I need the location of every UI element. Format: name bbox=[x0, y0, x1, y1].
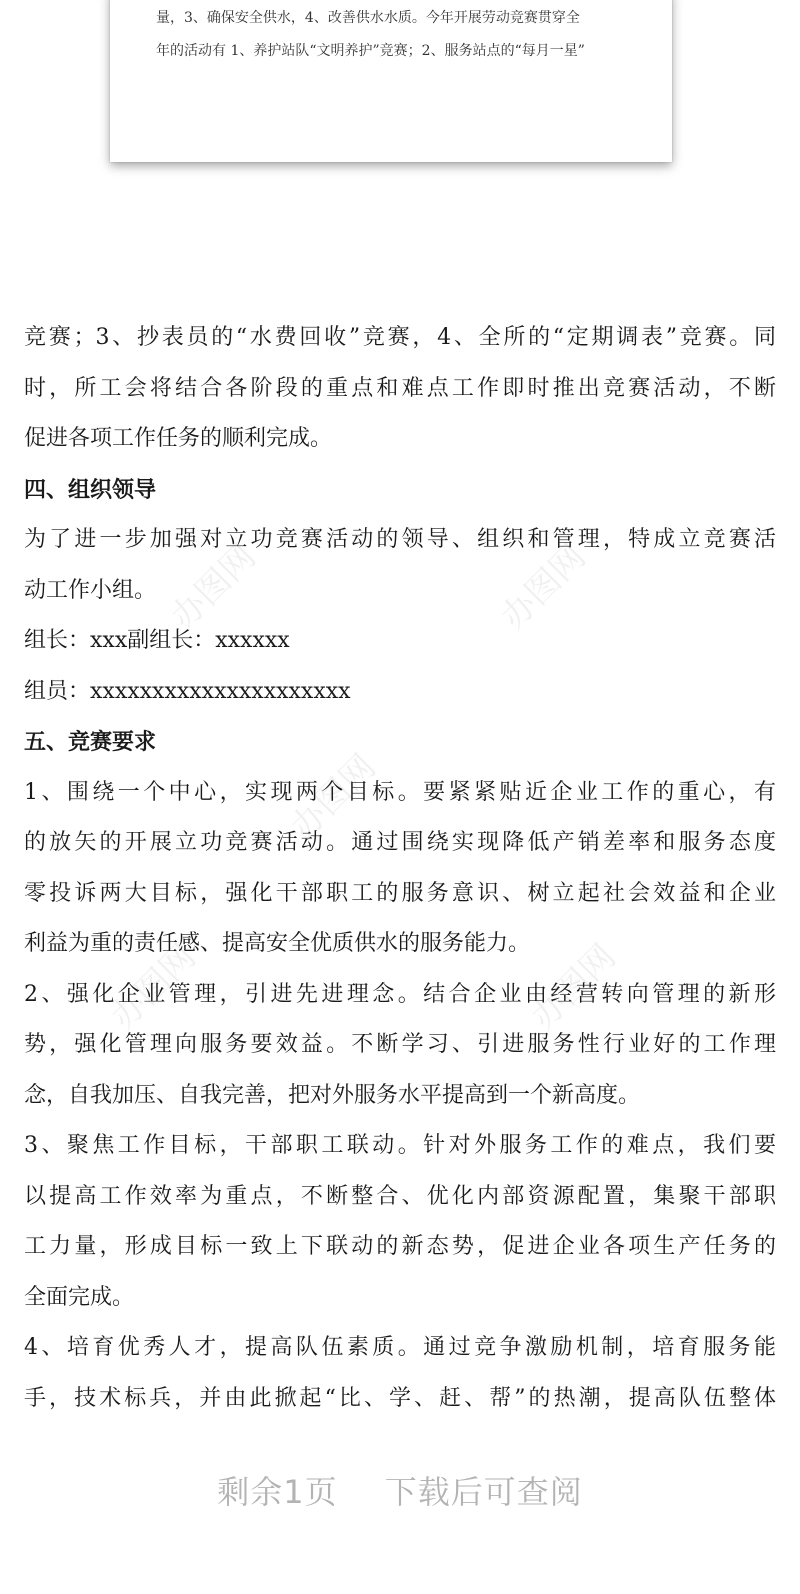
preview-line-1: 量，3、确保安全供水，4、改善供水水质。今年开展劳动竞赛贯穿全 bbox=[156, 10, 580, 26]
text-line: 3、聚焦工作目标，干部职工联动。针对外服务工作的难点，我们要 bbox=[24, 1133, 776, 1158]
download-hint-label: 下载后可查阅 bbox=[384, 1473, 583, 1511]
previous-page-preview bbox=[110, 0, 672, 162]
document-body bbox=[24, 313, 776, 1424]
text-line: 为了进一步加强对立功竞赛活动的领导、组织和管理，特成立竞赛活 bbox=[24, 527, 776, 552]
text-line: 4、培育优秀人才，提高队伍素质。通过竞争激励机制，培育服务能 bbox=[24, 1335, 776, 1360]
text-line: 时，所工会将结合各阶段的重点和难点工作即时推出竞赛活动，不断 bbox=[24, 375, 776, 401]
watermark: 办图网 bbox=[283, 746, 384, 848]
text-line: 竞赛；3、抄表员的“水费回收”竞赛，4、全所的“定期调表”竞赛。同 bbox=[24, 325, 776, 350]
watermark: 办图网 bbox=[493, 536, 594, 638]
text-line: 利益为重的责任感、提高安全优质供水的服务能力。 bbox=[24, 931, 531, 956]
remaining-pages-label: 剩余1页 bbox=[217, 1473, 338, 1511]
text-line: 零投诉两大目标，强化干部职工的服务意识、树立起社会效益和企业 bbox=[24, 880, 776, 906]
text-line: 全面完成。 bbox=[24, 1284, 135, 1310]
text-line: 的放矢的开展立功竞赛活动。通过围绕实现降低产销差率和服务态度 bbox=[24, 830, 776, 855]
text-line: 2、强化企业管理，引进先进理念。结合企业由经营转向管理的新形 bbox=[24, 981, 776, 1007]
text-line: 动工作小组。 bbox=[24, 577, 157, 603]
download-prompt[interactable] bbox=[0, 1467, 800, 1513]
preview-line-2: 年的活动有 1、养护站队“文明养护”竞赛；2、服务站点的“每月一星” bbox=[156, 43, 585, 59]
section-heading: 四、组织领导 bbox=[24, 476, 157, 503]
watermark: 办图网 bbox=[103, 936, 204, 1038]
text-line: 手，技术标兵，并由此掀起“比、学、赶、帮”的热潮，提高队伍整体 bbox=[24, 1385, 776, 1411]
watermark: 办图网 bbox=[523, 936, 624, 1038]
text-line: 促进各项工作任务的顺利完成。 bbox=[24, 426, 333, 451]
text-line: 念，自我加压、自我完善，把对外服务水平提高到一个新高度。 bbox=[24, 1082, 641, 1108]
text-line: 以提高工作效率为重点，不断整合、优化内部资源配置，集聚干部职 bbox=[24, 1183, 776, 1209]
text-line: 工力量，形成目标一致上下联动的新态势，促进企业各项生产任务的 bbox=[24, 1234, 776, 1259]
text-line: 势，强化管理向服务要效益。不断学习、引进服务性行业好的工作理 bbox=[24, 1032, 776, 1057]
watermark: 办图网 bbox=[163, 536, 264, 638]
section-heading: 五、竞赛要求 bbox=[24, 729, 157, 755]
text-line: 1、围绕一个中心，实现两个目标。要紧紧贴近企业工作的重心，有 bbox=[24, 779, 776, 805]
text-line: 组员：xxxxxxxxxxxxxxxxxxxxx bbox=[24, 678, 351, 704]
text-line: 组长：xxx副组长：xxxxxx bbox=[24, 628, 290, 653]
